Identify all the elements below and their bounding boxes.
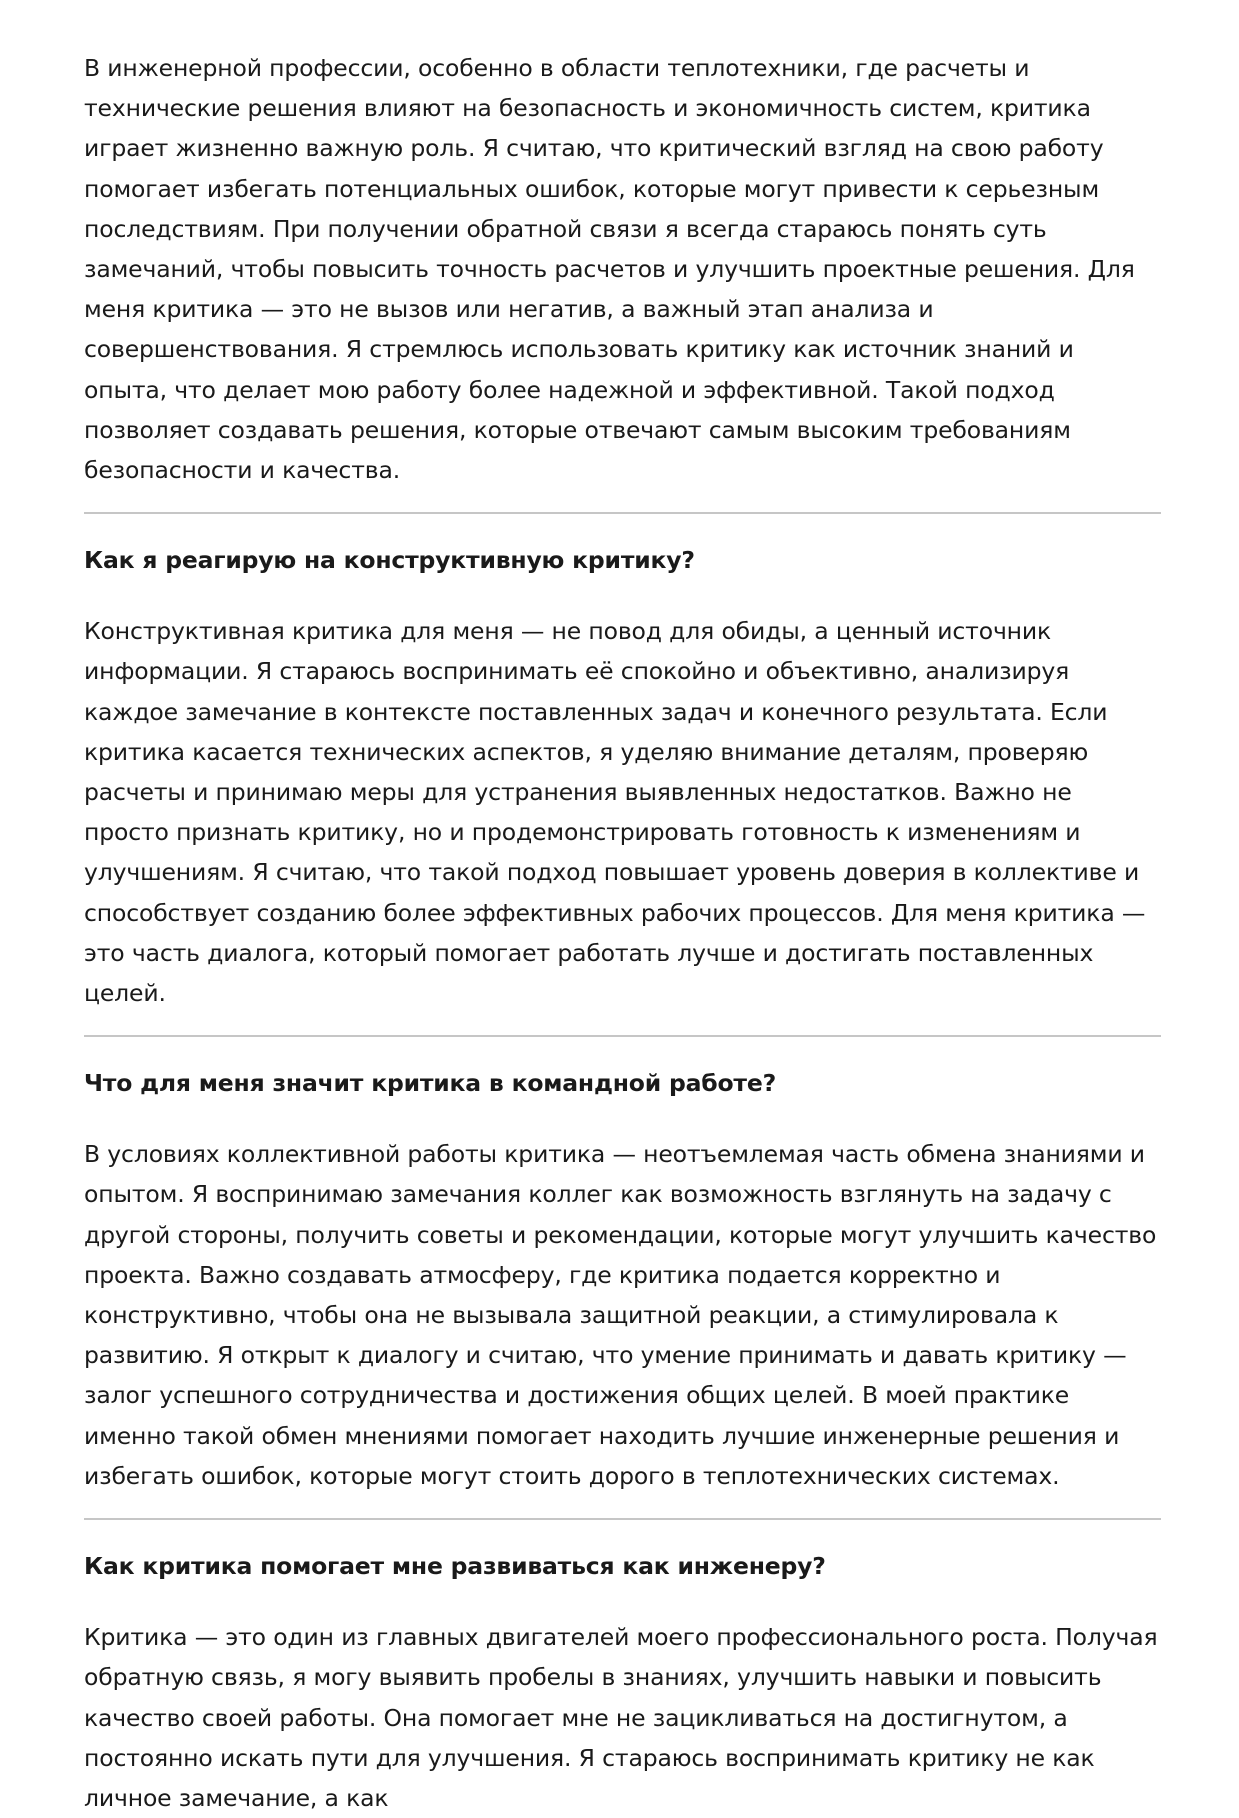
section-body-engineer-growth: Критика — это один из главных двигателей моего профессионального роста. Получая обратную связь, я могу выявить пробелы в знаниях, улучшить навыки и повысить качество своей работы. Она помогает мне не зацикливаться на достигнутом, а постоянно искать пути для улучшения. Я стараюсь воспринимать критику не как личное замечание, а как	[84, 1623, 1158, 1812]
section-body-constructive-criticism: Конструктивная критика для меня — не повод для обиды, а ценный источник информации. Я стараюсь воспринимать её спокойно и объективно, анализируя каждое замечание в контексте поставленных задач и конечного результата. Если критика касается технических аспектов, я уделяю внимание деталям, проверяю расчеты и принимаю меры для устранения выявленных недостатков. Важно не просто признать критику, но и продемонстрировать готовность к изменениям и улучшениям. Я считаю, что такой подход повышает уровень доверия в коллективе и способствует созданию более эффективных рабочих процессов. Для меня критика — это часть диалога, который помогает работать лучше и достигать поставленных целей.	[84, 617, 1146, 1008]
section-divider	[84, 512, 1161, 514]
intro-paragraph: В инженерной профессии, особенно в области теплотехники, где расчеты и технические решения влияют на безопасность и экономичность систем, критика играет жизненно важную роль. Я считаю, что критический взгляд на свою работу помогает избегать потенциальных ошибок, которые могут привести к серьезным последствиям. При получении обратной связи я всегда стараюсь понять суть замечаний, чтобы повысить точность расчетов и улучшить проектные решения. Для меня критика — это не вызов или негатив, а важный этап анализа и совершенствования. Я стремлюсь использовать критику как источник знаний и опыта, что делает мою работу более надежной и эффективной. Такой подход позволяет создавать решения, которые отвечают самым высоким требованиям безопасности и качества.	[84, 54, 1135, 485]
section-divider	[84, 1035, 1161, 1037]
section-body-teamwork-criticism: В условиях коллективной работы критика — неотъемлемая часть обмена знаниями и опытом. Я воспринимаю замечания коллег как возможность взглянуть на задачу с другой стороны, получить советы и рекомендации, которые могут улучшить качество проекта. Важно создавать атмосферу, где критика подается корректно и конструктивно, чтобы она не вызывала защитной реакции, а стимулировала к развитию. Я открыт к диалогу и считаю, что умение принимать и давать критику — залог успешного сотрудничества и достижения общих целей. В моей практике именно такой обмен мнениями помогает находить лучшие инженерные решения и избегать ошибок, которые могут стоить дорого в теплотехнических системах.	[84, 1140, 1157, 1490]
section-heading-constructive-criticism: Как я реагирую на конструктивную критику?	[84, 546, 695, 575]
section-heading-teamwork-criticism: Что для меня значит критика в командной работе?	[84, 1069, 776, 1098]
section-heading-engineer-growth: Как критика помогает мне развиваться как инженеру?	[84, 1552, 826, 1581]
section-divider	[84, 1518, 1161, 1520]
